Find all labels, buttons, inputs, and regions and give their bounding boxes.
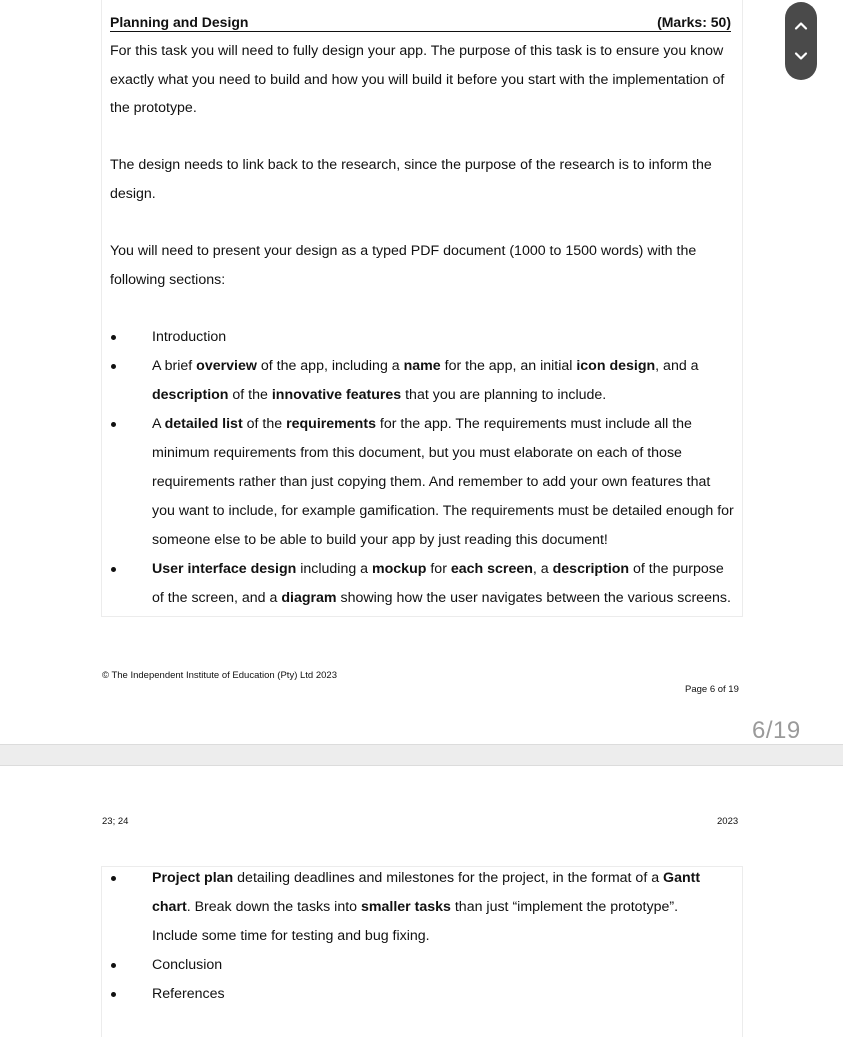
chevron-up-icon <box>794 19 808 33</box>
list-item <box>110 352 734 410</box>
page-separator <box>0 744 843 766</box>
bold-text: name <box>403 358 441 374</box>
footer-copyright: © The Independent Institute of Education (Pty) Ltd 2023 <box>102 670 337 681</box>
text: detailing deadlines and milestones for the project, in the format of a <box>233 870 664 886</box>
section-heading-row <box>110 13 731 32</box>
text: showing how the user navigates between the various screens. <box>336 590 731 606</box>
text: for <box>426 561 451 577</box>
text: References <box>152 986 225 1002</box>
list-item <box>110 555 734 613</box>
list-item <box>110 951 714 980</box>
bullet-icon <box>111 567 116 572</box>
bullet-icon <box>111 422 116 427</box>
list-item <box>110 323 734 352</box>
bold-text: overview <box>196 358 257 374</box>
bullet-icon <box>111 992 116 997</box>
bold-text: requirements <box>286 416 376 432</box>
text: for the app, an initial <box>440 358 577 374</box>
bullet-icon <box>111 876 116 881</box>
bullet-icon <box>111 364 116 369</box>
section-heading: Planning and Design <box>110 14 249 30</box>
text: of the <box>242 416 287 432</box>
bold-text: Gantt chart <box>152 870 701 915</box>
bold-text: description <box>152 387 229 403</box>
bold-text: description <box>552 561 630 577</box>
bold-text: mockup <box>372 561 427 577</box>
bold-text: innovative features <box>271 387 402 403</box>
text: including a <box>296 561 373 577</box>
paragraph-research-link: The design needs to link back to the research, since the purpose of the research is to inform the design. <box>110 157 712 202</box>
bold-text: each screen <box>450 561 533 577</box>
bold-text: detailed list <box>164 416 243 432</box>
list-item <box>110 410 734 555</box>
bold-text: diagram <box>281 590 337 606</box>
text: . Break down the tasks into <box>186 899 361 915</box>
bullet-icon <box>111 335 116 340</box>
text: Introduction <box>152 329 227 345</box>
marks-label: (Marks: 50) <box>657 14 731 30</box>
text: , and a <box>655 358 699 374</box>
text: than just “implement the prototype”. Include some time for testing and bug fixing. <box>152 899 679 944</box>
list-item <box>110 864 714 951</box>
next-page-button[interactable] <box>785 38 817 74</box>
bold-text: smaller tasks <box>361 899 451 915</box>
design-sections-list-continued <box>110 864 714 1009</box>
design-sections-list <box>110 323 734 613</box>
list-item <box>110 980 714 1009</box>
text: of the <box>228 387 272 403</box>
page-navigation <box>785 2 817 80</box>
text: that you are planning to include. <box>401 387 607 403</box>
text: of the purpose of the screen, and a <box>152 561 724 606</box>
bullet-icon <box>111 963 116 968</box>
text: A brief <box>152 358 197 374</box>
text: for the app. The requirements must include all the minimum requirements from this document, but you must elaborate on each of those requirements rather than just copying them. And remember to add your own features that you want to include, for example gamification. The requirements must be detailed enough for someone else to be able to build your app by just reading this document! <box>152 416 734 548</box>
paragraph-present-design: You will need to present your design as a typed PDF document (1000 to 1500 words) with the following sections: <box>110 243 697 288</box>
page-counter: 6/19 <box>752 717 801 744</box>
text: of the app, including a <box>256 358 404 374</box>
text: Conclusion <box>152 957 223 973</box>
paragraph-intro: For this task you will need to fully design your app. The purpose of this task is to ensure you know exactly what you need to build and how you will build it before you start with the implementation of the prototype. <box>110 43 725 117</box>
text: , a <box>532 561 553 577</box>
footer-page-number: Page 6 of 19 <box>685 684 739 695</box>
text: A <box>152 416 165 432</box>
page-header-right: 2023 <box>717 816 739 827</box>
bold-text: Project plan <box>152 870 234 886</box>
bold-text: User interface design <box>152 561 297 577</box>
page-header-left: 23; 24 <box>102 816 129 827</box>
bold-text: icon design <box>576 358 656 374</box>
chevron-down-icon <box>794 49 808 63</box>
